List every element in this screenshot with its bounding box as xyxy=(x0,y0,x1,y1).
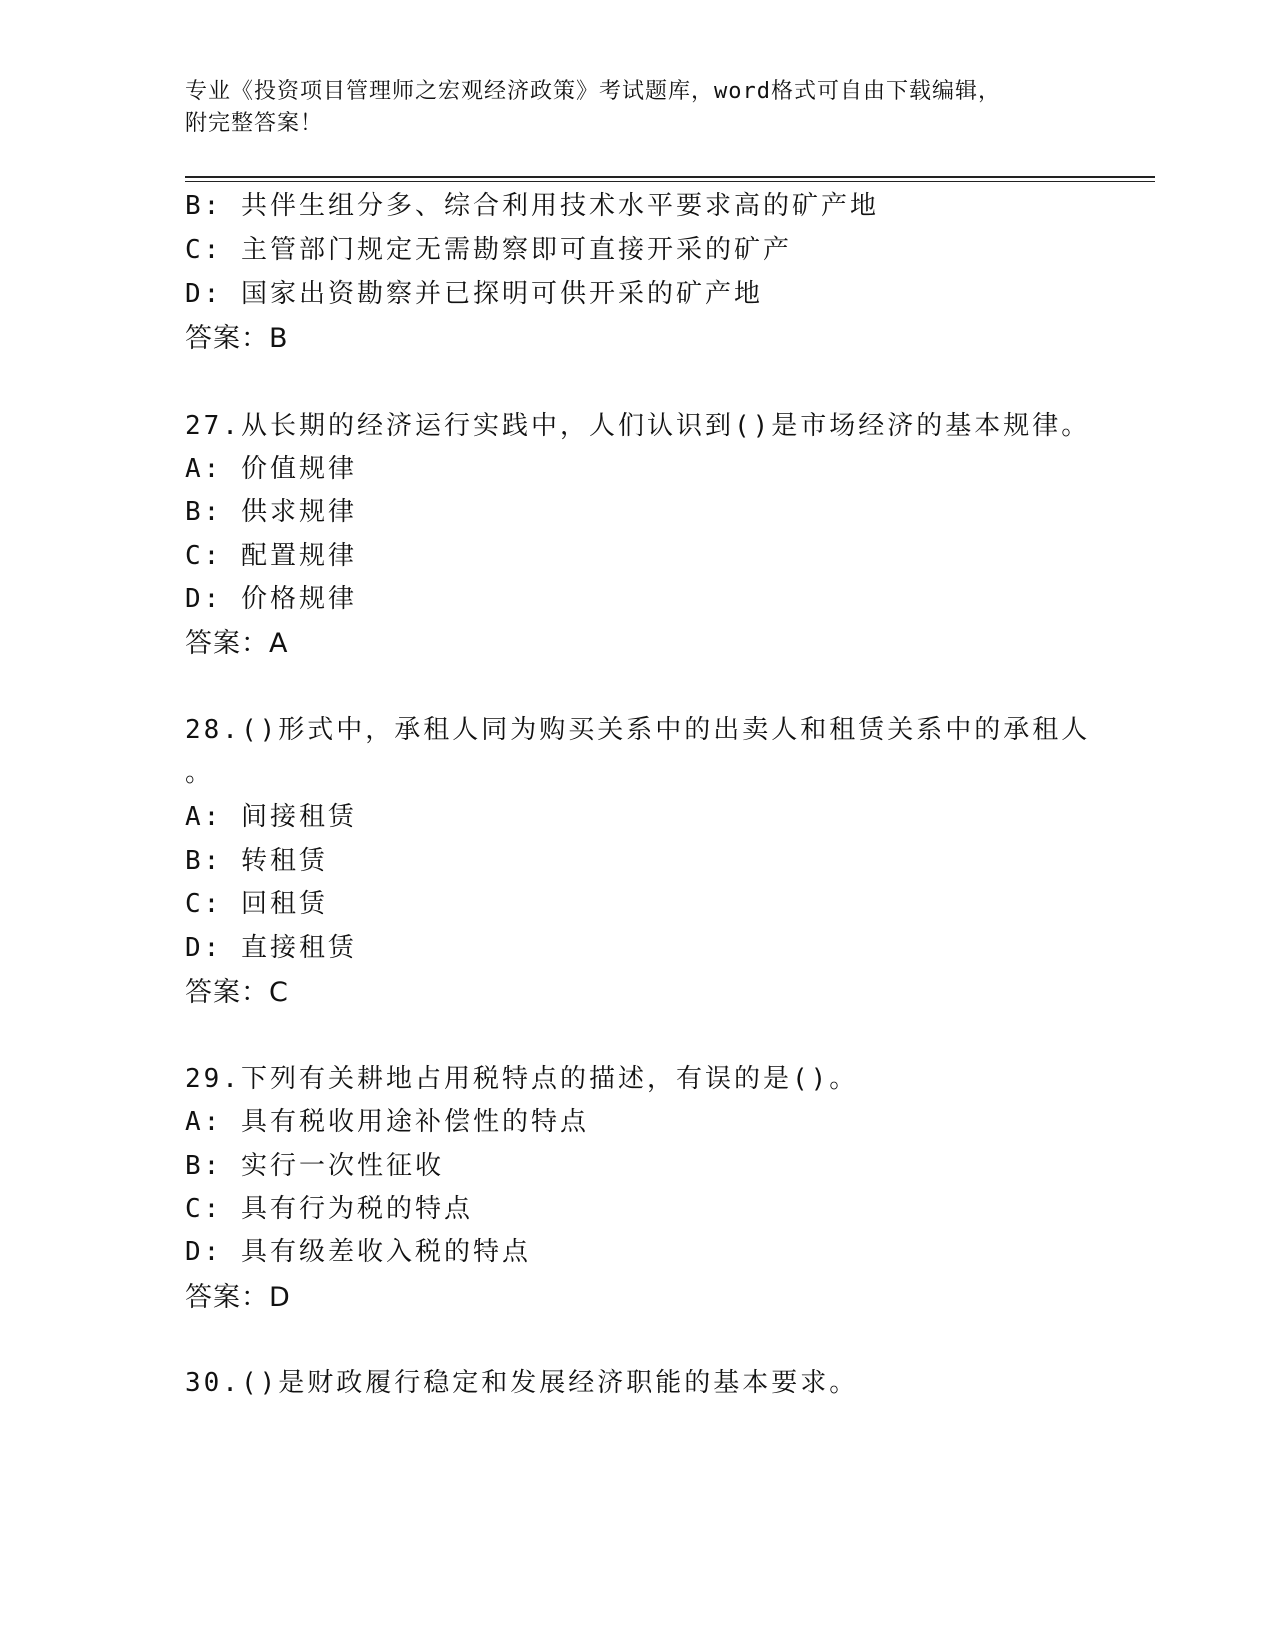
q29-option-d: D: 具有级差收入税的特点 xyxy=(185,1237,531,1267)
document-header xyxy=(185,76,1065,140)
q26-answer: 答案：B xyxy=(185,323,289,354)
q27-option-b: B: 供求规律 xyxy=(185,497,357,527)
header-divider-thick xyxy=(185,176,1155,178)
q28-option-d: D: 直接租赁 xyxy=(185,933,357,963)
q29-answer: 答案：D xyxy=(185,1282,291,1313)
q26-option-c: C: 主管部门规定无需勘察即可直接开采的矿产 xyxy=(185,235,792,265)
q27-option-a: A: 价值规律 xyxy=(185,454,357,484)
q27-option-c: C: 配置规律 xyxy=(185,541,357,571)
q27-answer: 答案：A xyxy=(185,628,289,659)
q27-stem: 27.从长期的经济运行实践中，人们认识到()是市场经济的基本规律。 xyxy=(185,411,1091,441)
q28-option-b: B: 转租赁 xyxy=(185,846,328,876)
q26-option-d: D: 国家出资勘察并已探明可供开采的矿产地 xyxy=(185,279,763,309)
q26-option-b: B: 共伴生组分多、综合利用技术水平要求高的矿产地 xyxy=(185,191,879,221)
header-line-1: 专业《投资项目管理师之宏观经济政策》考试题库，word格式可自由下载编辑， xyxy=(185,79,1001,104)
header-line-2: 附完整答案！ xyxy=(185,111,324,136)
q29-option-c: C: 具有行为税的特点 xyxy=(185,1194,473,1224)
q29-option-a: A: 具有税收用途补偿性的特点 xyxy=(185,1107,589,1137)
q28-stem: 28.()形式中，承租人同为购买关系中的出卖人和租赁关系中的承租人 xyxy=(185,715,1091,745)
q30-stem: 30.()是财政履行稳定和发展经济职能的基本要求。 xyxy=(185,1368,859,1398)
q29-stem: 29.下列有关耕地占用税特点的描述，有误的是()。 xyxy=(185,1064,859,1094)
q28-stem-continuation: 。 xyxy=(185,758,215,788)
header-divider-thin xyxy=(185,181,1155,182)
q28-option-a: A: 间接租赁 xyxy=(185,802,357,832)
q28-option-c: C: 回租赁 xyxy=(185,889,328,919)
q29-option-b: B: 实行一次性征收 xyxy=(185,1151,444,1181)
q28-answer: 答案：C xyxy=(185,977,289,1008)
q27-option-d: D: 价格规律 xyxy=(185,584,357,614)
